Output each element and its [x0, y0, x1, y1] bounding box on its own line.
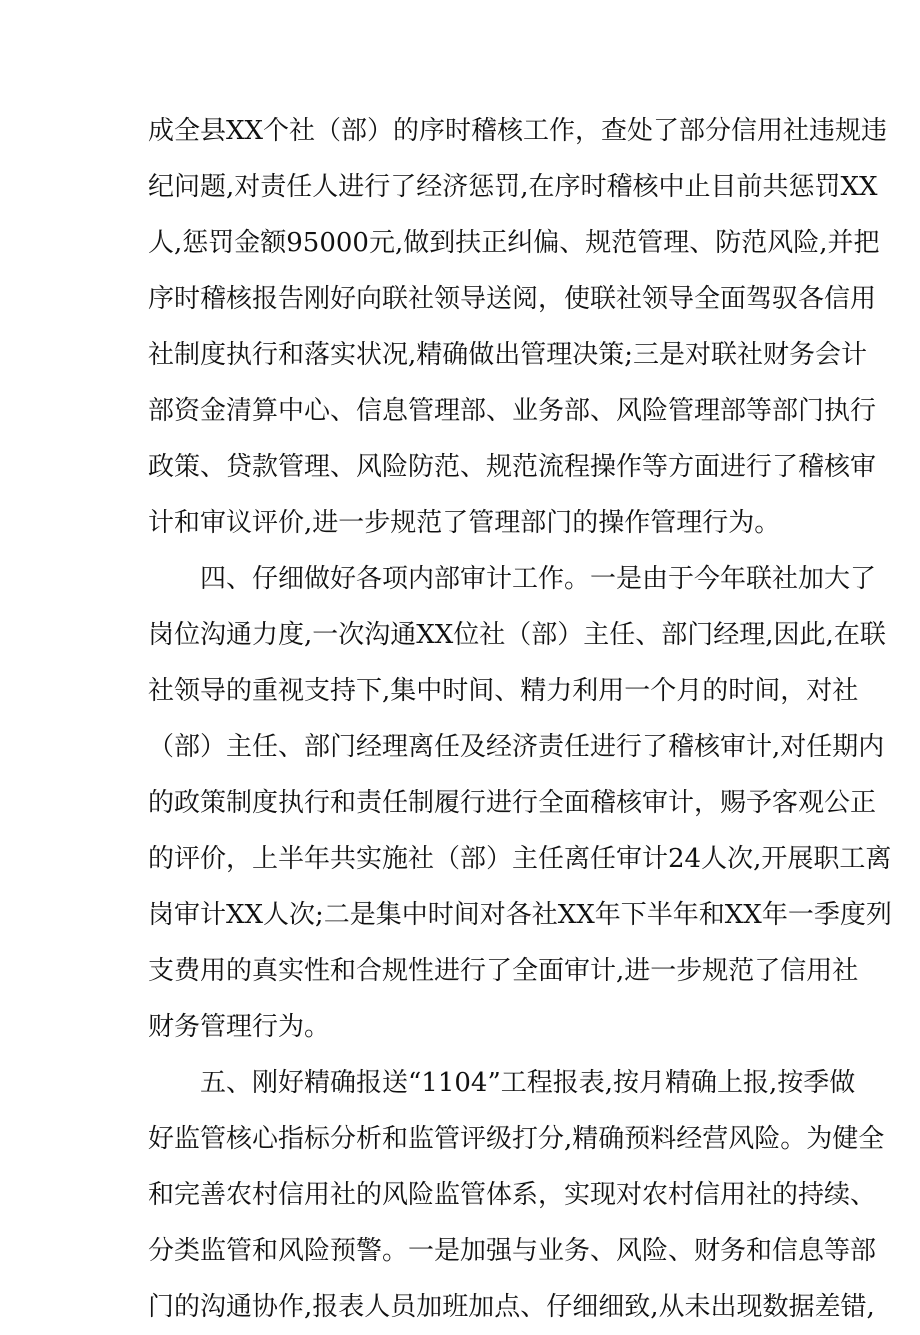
text-line: 序时稽核报告刚好向联社领导送阅，使联社领导全面驾驭各信用 [148, 284, 877, 314]
text-line: 岗审计XX人次;二是集中时间对各社XX年下半年和XX年一季度列 [148, 900, 892, 930]
text-line: 成全县XX个社（部）的序时稽核工作，查处了部分信用社违规违 [148, 116, 888, 146]
text-line: 和完善农村信用社的风险监管体系，实现对农村信用社的持续、 [148, 1180, 877, 1210]
text-line: 门的沟通协作,报表人员加班加点、仔细细致,从未出现数据差错, [148, 1292, 875, 1322]
section-four-heading-line: 四、仔细做好各项内部审计工作。一是由于今年联社加大了 [200, 564, 877, 594]
text-line: （部）主任、部门经理离任及经济责任进行了稽核审计,对任期内 [148, 732, 885, 762]
text-line: 的评价，上半年共实施社（部）主任离任审计24人次,开展职工离 [148, 844, 892, 874]
text-line: 分类监管和风险预警。一是加强与业务、风险、财务和信息等部 [148, 1236, 877, 1266]
text-line: 纪问题,对责任人进行了经济惩罚,在序时稽核中止目前共惩罚XX [148, 172, 878, 202]
paragraph-section-four [148, 551, 892, 1055]
text-line [148, 1055, 856, 1111]
text-line: 财务管理行为。 [148, 1012, 331, 1042]
text-line: 社制度执行和落实状况,精确做出管理决策;三是对联社财务会计 [148, 340, 868, 370]
text-line: 的政策制度执行和责任制履行进行全面稽核审计，赐予客观公正 [148, 788, 877, 818]
text-line: 计和审议评价,进一步规范了管理部门的操作管理行为。 [148, 508, 781, 538]
text-line: 人,惩罚金额95000元,做到扶正纠偏、规范管理、防范风险,并把 [148, 228, 880, 258]
text-line: 支费用的真实性和合规性进行了全面审计,进一步规范了信用社 [148, 956, 859, 986]
section-five-heading-line: 五、刚好精确报送“1104”工程报表,按月精确上报,按季做 [200, 1068, 856, 1098]
text-line: 政策、贷款管理、风险防范、规范流程操作等方面进行了稽核审 [148, 452, 877, 482]
text-line: 部资金清算中心、信息管理部、业务部、风险管理部等部门执行 [148, 396, 877, 426]
paragraph-continuation [148, 103, 888, 551]
paragraph-section-five [148, 1055, 885, 1335]
body-text [148, 103, 892, 1335]
text-line [148, 551, 877, 607]
text-line: 好监管核心指标分析和监管评级打分,精确预料经营风险。为健全 [148, 1124, 885, 1154]
text-line: 社领导的重视支持下,集中时间、精力利用一个月的时间，对社 [148, 676, 859, 706]
text-line: 岗位沟通力度,一次沟通XX位社（部）主任、部门经理,因此,在联 [148, 620, 886, 650]
